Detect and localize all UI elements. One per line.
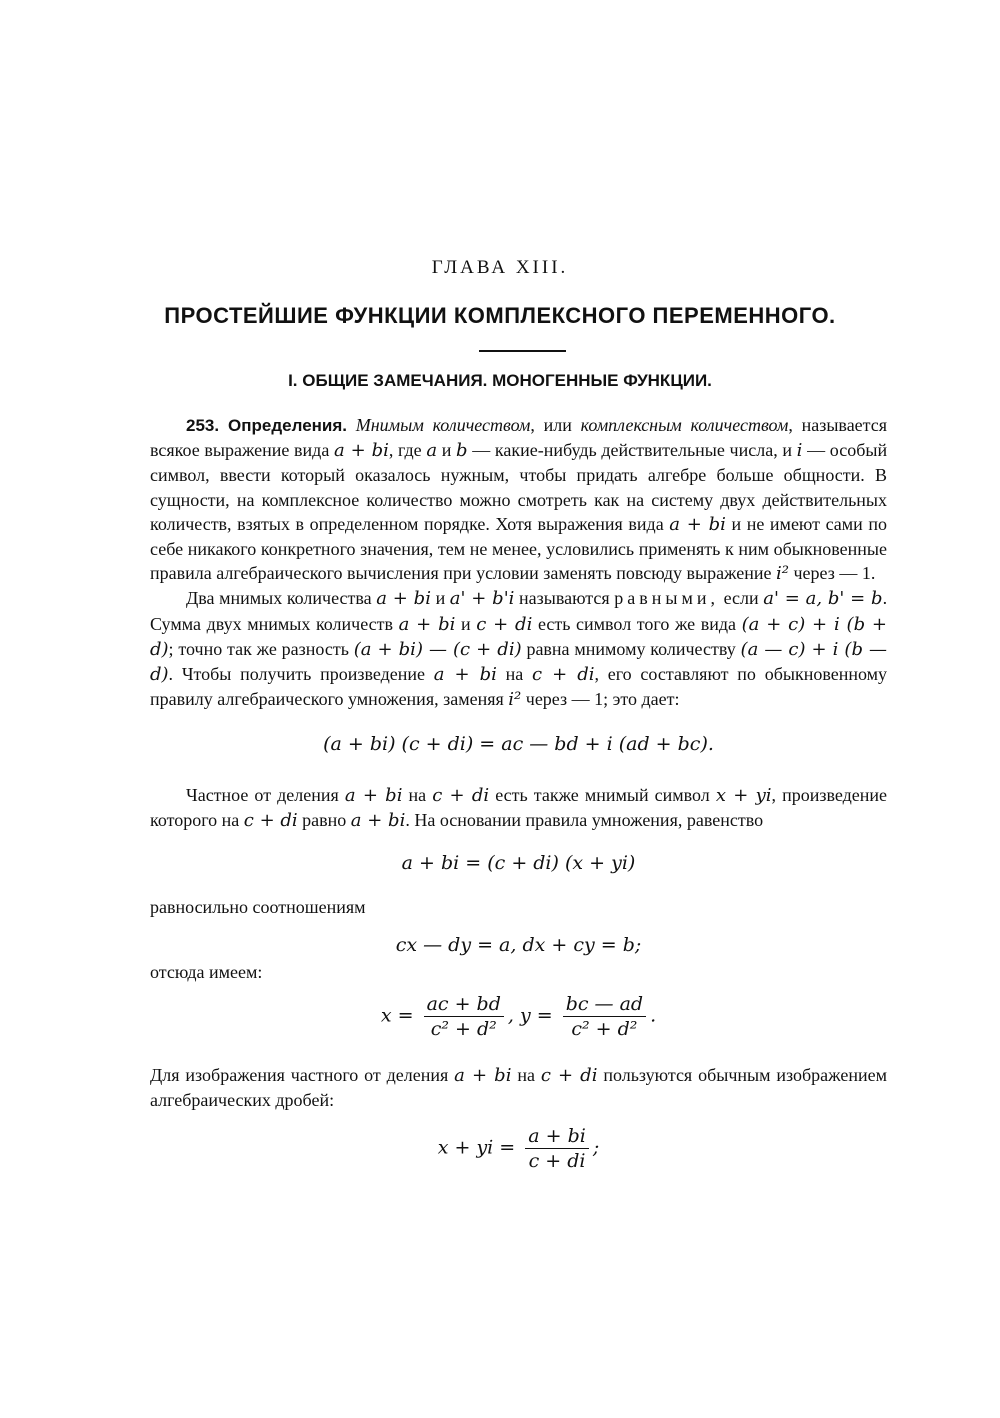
text-fragment: . На основании правила умножения, равенство <box>405 809 764 830</box>
text-fragment: , произведение которого на <box>150 784 888 830</box>
text-fragment: — какие-нибудь действительные числа, и <box>472 440 792 461</box>
math-expr: a' = a, b' = b <box>763 588 883 610</box>
x-lhs: x = <box>380 1004 414 1027</box>
fraction-denominator: c² + d² <box>571 1017 638 1040</box>
math-var: i <box>796 440 803 462</box>
formula-fraction <box>150 1124 887 1173</box>
math-expr: c + di <box>432 784 490 806</box>
math-expr: a + bi <box>334 440 389 462</box>
text-fragment: называются <box>519 588 610 609</box>
text-fragment: и <box>435 588 446 609</box>
text-equivalent: равносильно соотношениям <box>150 897 366 918</box>
math-expr: a + bi <box>344 784 403 806</box>
math-expr: x + yi <box>715 784 772 806</box>
math-expr: (a + c) + i (b + d) <box>150 613 887 660</box>
math-expr: a + bi <box>350 809 406 831</box>
text-fragment: Для изображения частного от деления <box>150 1064 449 1085</box>
text-fragment: есть символ того же вида <box>537 613 737 634</box>
fraction-lhs: x + yi = <box>437 1136 516 1159</box>
text-fragment: — особый символ, ввести который оказалось нужным, чтобы придать алгебре больше общности. В сущности, на комплексное количество можно смотреть как на систему двух действительных количеств, взятых в определенном порядке. Хотя выражения вида <box>150 440 888 534</box>
math-expr: a' + b'i <box>449 588 515 610</box>
text-fragment: и не имеют сами по себе никакого конкретного значения, тем не менее, условились применять к ним обыкновенные правила алгебраического вычисления при условии заменять повсюду выражение <box>150 513 888 584</box>
text-fragment: и <box>441 440 452 461</box>
math-expr: (a — c) + i (b — d) <box>150 638 888 686</box>
text-fragment: и <box>460 613 471 634</box>
fraction-denominator: c + di <box>528 1150 586 1173</box>
paragraph-253 <box>150 413 887 586</box>
separator: , <box>507 1004 514 1027</box>
math-expr: i² <box>508 689 522 711</box>
math-var: a <box>426 440 438 462</box>
fraction-denominator: c² + d² <box>430 1017 497 1040</box>
semicolon: ; <box>592 1136 600 1159</box>
text-hence: отсюда имеем: <box>150 961 263 982</box>
text-fragment: пользуются обычным изображением алгебраических дробей: <box>150 1064 887 1111</box>
math-expr: (a + bi) — (c + di) <box>353 638 522 660</box>
text-fragment: есть также мнимый символ <box>495 784 710 805</box>
math-expr: a + bi <box>433 664 497 686</box>
section-title: I. ОБЩИЕ ЗАМЕЧАНИЯ. МОНОГЕННЫЕ ФУНКЦИИ. <box>288 371 712 390</box>
spaced-word: равными, <box>614 588 719 609</box>
text-fragment: . Чтобы получить произведение <box>168 664 425 685</box>
paragraph-quotient <box>150 783 887 833</box>
text-fragment: ; точно так же разность <box>168 638 349 659</box>
math-expr: c + di <box>476 613 533 635</box>
math-expr: a + bi <box>669 513 726 535</box>
formula-solution <box>150 992 887 1041</box>
formula-equality: a + bi = (c + di) (x + yi) <box>401 852 636 875</box>
text-fragment: . Сумма двух мнимых количеств <box>150 588 888 634</box>
fraction-numerator: ac + bd <box>424 992 504 1017</box>
fraction-y <box>563 992 646 1041</box>
math-expr: a + bi <box>398 613 456 635</box>
text-fragment: на <box>408 784 427 805</box>
math-expr: c + di <box>540 1064 598 1086</box>
y-lhs: y = <box>519 1004 553 1027</box>
term-complex: комплексным количеством <box>580 415 789 435</box>
text-or: , или <box>530 415 572 435</box>
text-fragment: на <box>517 1064 535 1085</box>
paragraph-notation <box>150 1063 887 1112</box>
term-imaginary: Мнимым количеством <box>355 415 531 435</box>
fraction-quotient <box>525 1124 589 1173</box>
body-text <box>150 413 887 1173</box>
text-fragment: равна мнимому количеству <box>526 638 736 659</box>
math-expr: i² <box>776 563 789 585</box>
paragraph-heading: 253. Определения. <box>186 416 348 435</box>
text-fragment: на <box>505 664 524 685</box>
math-var: b <box>456 440 468 462</box>
text-fragment: , называется всякое выражение вида <box>150 415 888 461</box>
text-fragment: через — 1. <box>793 563 876 584</box>
period: . <box>650 1004 657 1027</box>
math-expr: a + bi <box>376 588 431 610</box>
fraction-numerator: a + bi <box>525 1124 589 1149</box>
text-fragment: , его составляют по обыкновенному правилу алгебраического умножения, заменяя <box>150 664 888 710</box>
fraction-x <box>424 992 504 1041</box>
paragraph-equality <box>150 586 887 712</box>
text-fragment: Частное от деления <box>186 784 339 805</box>
math-expr: c + di <box>243 809 298 831</box>
title-divider <box>479 350 566 352</box>
math-expr: c + di <box>532 664 595 686</box>
text-fragment: , где <box>388 440 422 461</box>
fraction-numerator: bc — ad <box>563 992 646 1017</box>
text-fragment: если <box>723 588 759 609</box>
text-fragment: равно <box>302 809 347 830</box>
formula-relations: cx — dy = a, dx + cy = b; <box>395 934 642 957</box>
math-expr: a + bi <box>454 1064 512 1086</box>
text-fragment: через — 1; это дает: <box>525 689 680 710</box>
chapter-label: ГЛАВА XIII. <box>431 257 569 278</box>
formula-product: (a + bi) (c + di) = ac — bd + i (ad + bc). <box>323 733 714 756</box>
chapter-title: ПРОСТЕЙШИЕ ФУНКЦИИ КОМПЛЕКСНОГО ПЕРЕМЕННОГО. <box>164 303 836 328</box>
text-fragment: Два мнимых количества <box>186 588 372 609</box>
